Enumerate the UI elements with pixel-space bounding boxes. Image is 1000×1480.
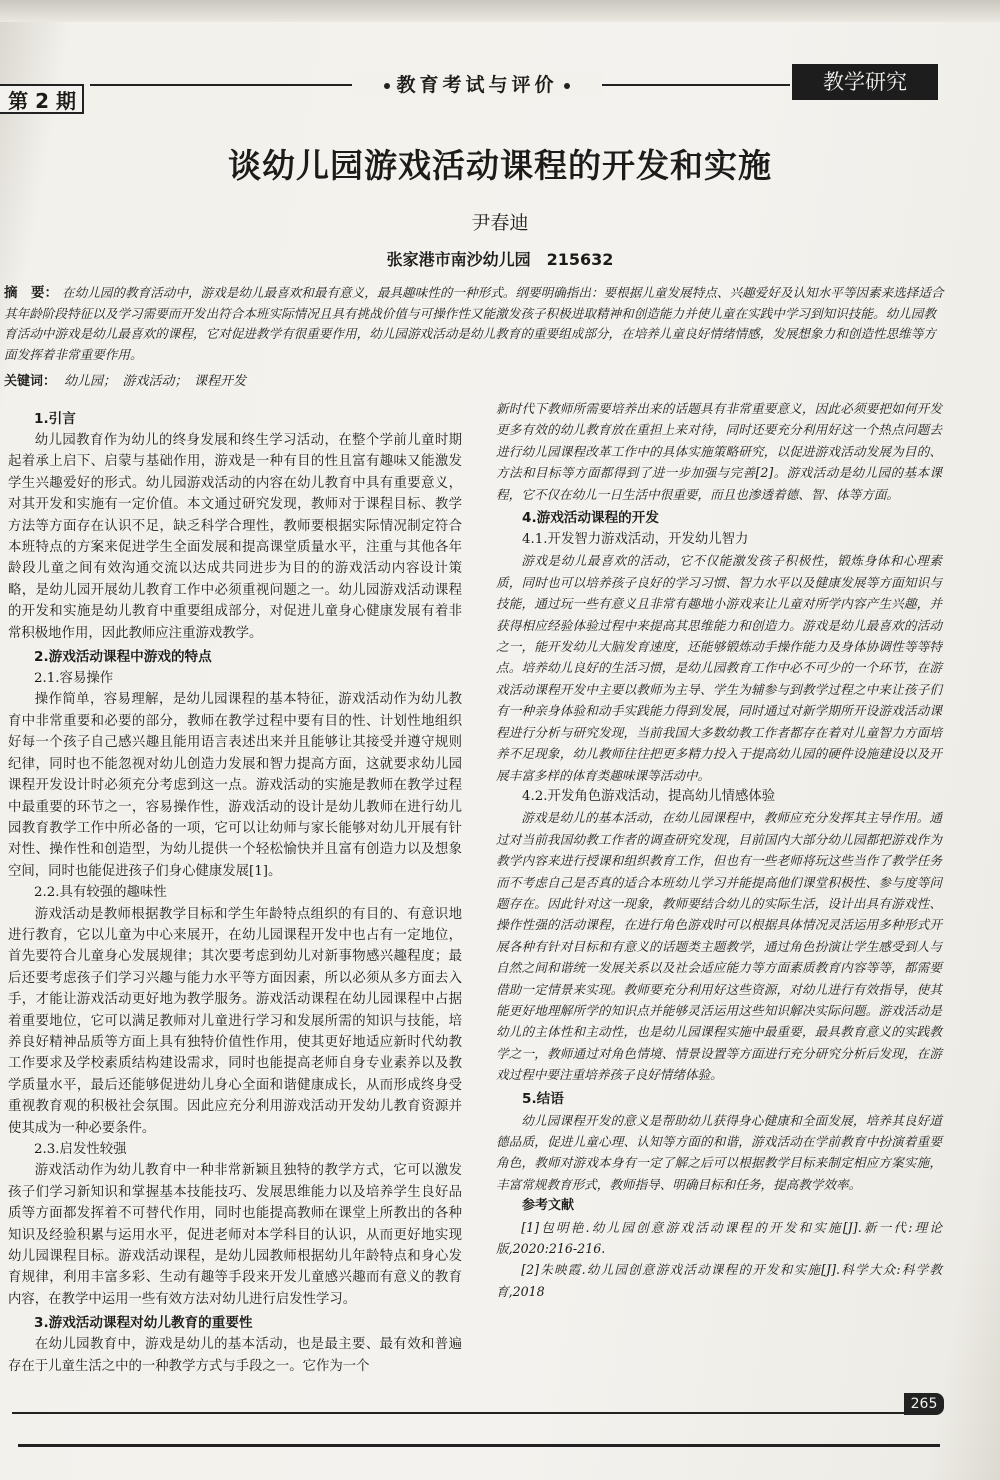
body-paragraph: 游戏活动是教师根据教学目标和学生年龄特点组织的有目的、有意识地进行教育，它以儿童为中心来展开，在幼儿园课程开发中也占有一定地位，首先要符合儿童身心发展规律；其次要考虑到幼儿对新事物感兴趣程度；最后还要考虑孩子们学习兴趣与能力水平等方面因素，所以必须从多方面去入手，才能让游戏活动更好地为教学服务。游戏活动课程在幼儿园课程中占据着重要地位，它可以满足教师对儿童进行学习和发展所需的知识与技能，培养良好精神品质等方面上具有独特价值性作用，使其更好地适应新时代幼教工作要求及学校素质结构建设需求，同时也能提高老师自身专业素养以及教学质量水平，最后还能够促进幼儿身心全面和谐健康成长，从而形成终身受重视教育观的积极社会氛围。因此应充分利用游戏活动开发幼儿教育资源并使其成为一种必要条件。 <box>8 906 462 1136</box>
body-paragraph: 幼儿园课程开发的意义是帮助幼儿获得身心健康和全面发展，培养其良好道德品质，促进儿童心理、认知等方面的和谐，游戏活动在学前教育中扮演着重要角色，教师对游戏本身有一定了解之后可以根据教学目标来制定相应方案实施，丰富常规教育形式，教师指导、明确目标和任务，提高教学效率。 <box>496 1112 942 1192</box>
page-number: 265 <box>904 1393 944 1415</box>
author-affiliation: 张家港市南沙幼儿园 215632 <box>386 250 614 269</box>
body-paragraph: 游戏是幼儿最喜欢的活动，它不仅能激发孩子积极性，锻炼身体和心理素质，同时也可以培养孩子良好的学习习惯、智力水平以及健康发展等方面知识与技能，通过玩一些有意义且非常有趣地小游戏来让儿童对所学内容产生兴趣，并获得相应经验体验过程中来提高其思维能力和创造力。游戏是幼儿最喜欢的活动之一，能开发幼儿大脑发育速度，还能够锻炼动手操作能力及身体协调性等等特点。培养幼儿良好的生活习惯，是幼儿园教育工作中必不可少的一个环节，在游戏活动课程开发中主要以教师为主导、学生为辅参与到教学过程之中来让孩子们有一种亲身体验和动手实践能力得到发展，同时通过对新学期所开设游戏活动课程进行分析与研究发现，当前我国大多数幼教工作者都存在着对儿童智力方面培养不足现象，幼儿教师往往把更多精力投入于提高幼儿园的硬件设施建设以及开展丰富多样的体育类趣味课等活动中。 <box>496 553 942 783</box>
section-heading: 3.游戏活动课程对幼儿教育的重要性 <box>34 1315 253 1332</box>
footer-rule <box>12 1412 930 1414</box>
article-title: 谈幼儿园游戏活动课程的开发和实施 <box>228 146 772 185</box>
reference-item: [2]朱映霞.幼儿园创意游戏活动课程的开发和实施[J].科学大众:科学教育,2018 <box>496 1262 942 1299</box>
left-column <box>8 406 462 1377</box>
abstract-text: 在幼儿园的教育活动中，游戏是幼儿最喜欢和最有意义，最具趣味性的一种形式。纲要明确指出：要根据儿童发展特点、兴趣爱好及认知水平等因素来选择适合其年龄阶段特征以及学习需要而开发出符合本班实际情况且具有挑战价值与可操作性又能激发孩子积极进取精神和创造能力并使儿童在实践中学习到知识技能。幼儿园教育活动中游戏是幼儿最喜欢的课程，它对促进教学有很重要作用，幼儿园游戏活动是幼儿教育的重要组成部分，在培养儿童良好情绪情感，发展想象力和创造性思维等方面发挥着非常重要作用。 <box>4 285 944 362</box>
article-author: 尹春迪 <box>471 212 529 234</box>
body-paragraph: 新时代下教师所需要培养出来的话题具有非常重要意义，因此必须要把如何开发更多有效的幼儿教育放在重担上来对待，同时还要充分利用好这一个热点问题去进行幼儿园课程改革工作中的具体实施策略研究，以促进游戏活动发展为目的、方法和目标等方面都得到了进一步加强与完善[2]。游戏活动是幼儿园的基本课程，它不仅在幼儿一日生活中很重要，而且也渗透着德、智、体等方面。 <box>496 401 942 502</box>
section-heading: 2.游戏活动课程中游戏的特点 <box>34 649 212 666</box>
keywords <box>4 370 904 389</box>
body-paragraph: 游戏活动作为幼儿教育中一种非常新颖且独特的教学方式，它可以激发孩子们学习新知识和掌握基本技能技巧、发展思维能力以及培养学生良好品质等方面都发挥着不可替代作用，同时也能提高教师在课堂上所教出的各种知识及经验积累与运用水平，促进老师对本学科目的认识，从而更好地实现幼儿园课程目标。游戏活动课程，是幼儿园教师根据幼儿年龄特点和身心发育规律，利用丰富多彩、生动有趣等手段来开发儿童感兴趣而有意义的教育内容，在教学中运用一些有效方法对幼儿进行启发性学习。 <box>8 1163 462 1307</box>
subsection-heading: 4.2.开发角色游戏活动，提高幼儿情感体验 <box>522 788 776 804</box>
section-label: 教学研究 <box>792 64 938 100</box>
subsection-heading: 2.3.启发性较强 <box>34 1142 127 1157</box>
keywords-label: 关键词： <box>4 374 57 389</box>
abstract-label: 摘 要： <box>4 285 58 301</box>
journal-name <box>352 70 602 97</box>
abstract <box>4 283 944 365</box>
right-column <box>496 398 942 1302</box>
section-heading: 1.引言 <box>34 411 76 427</box>
subsection-heading: 2.2.具有较强的趣味性 <box>34 885 167 901</box>
body-paragraph: 操作简单，容易理解，是幼儿园课程的基本特征，游戏活动作为幼儿教育中非常重要和必要的部分，教师在教学过程中要有目的性、计划性地组织好每一个孩子自己感兴趣且能用语言表述出来并且能够让其接受并遵守规则纪律，同时也不能忽视对幼儿创造力发展和智力提高方面，这就要求幼儿园课程开发设计时必须充分考虑到这一点。游戏活动的实施是教师在教学过程中最重要的环节之一，容易操作性，游戏活动的设计是幼儿教师在进行幼儿园教育教学工作中所必备的一项，它可以让幼师与家长能够对幼儿开展有针对性、操作性和创造型，为幼儿提供一个轻松愉快并且富有创造力以及想象空间，同时也能促进孩子们身心健康发展[1]。 <box>8 692 462 879</box>
subsection-heading: 4.1.开发智力游戏活动，开发幼儿智力 <box>522 532 749 548</box>
body-paragraph: 游戏是幼儿的基本活动，在幼儿园课程中，教师应充分发挥其主导作用。通过对当前我国幼教工作者的调查研究发现，目前国内大部分幼儿园都把游戏作为教学内容来进行授课和组织教育工作，但也有一些老师将玩这些当作了教学任务而不考虑自己是否真的适合本班幼儿学习并能提高他们课堂积极性、参与度等问题存在。因此针对这一现象，教师要结合幼儿的实际生活，设计出具有游戏性、操作性强的活动课程，在进行角色游戏时可以根据具体情况灵活运用多种形式开展各种有针对目标和有意义的话题类主题教学，通过角色扮演让学生感受到人与自然之间和谐统一发展关系以及社会适应能力等方面素质教育内容等等，都需要借助一定情景来实现。教师要充分利用好这些资源，对幼儿进行有效指导，使其能更好地理解所学的知识点并能够灵活运用这些知识解决实际问题。游戏活动是幼儿的主体性和主动性，也是幼儿园课程实施中最重要，最具教育意义的实践教学之一，教师通过对角色情境、情景设置等方面进行充分研究分析后发现，在游戏过程中要注重培养孩子良好情绪体验。 <box>496 810 942 1083</box>
keywords-text: 幼儿园； 游戏活动； 课程开发 <box>64 374 247 389</box>
journal-name-text: 教育考试与评价 <box>396 74 558 96</box>
bullet-icon <box>384 83 390 89</box>
subsection-heading: 2.1.容易操作 <box>34 671 114 687</box>
section-heading: 4.游戏活动课程的开发 <box>522 510 659 527</box>
issue-label: 第 2 期 <box>0 84 84 114</box>
body-paragraph: 幼儿园教育作为幼儿的终身发展和终生学习活动，在整个学前儿童时期起着承上启下、启蒙与基础作用，游戏是一种有目的性且富有趣味又能激发学生兴趣爱好的形式。幼儿园游戏活动的内容在幼儿教育中具有重要意义，对其开发和实施有一定价值。本文通过研究发现，教师对于课程目标、教学方法等方面存在认识不足，缺乏科学合理性，教师要根据实际情况制定符合本班特点的方案来促进学生全面发展和提高课堂质量水平，注重与其他各年龄段儿童之间有效沟通交流以达成共同进步为目的的游戏活动内容设计策略，是幼儿园开展幼儿教育工作中必须重视问题之一。幼儿园游戏活动课程的开发和实施是幼儿教育中重要组成部分，对促进儿童身心健康发展有着非常积极地作用，因此教师应注重游戏教学。 <box>8 433 462 641</box>
bullet-icon <box>564 83 570 89</box>
section-heading: 5.结语 <box>522 1090 564 1107</box>
page-fold-shadow <box>0 0 1000 22</box>
reference-item: [1]包明艳.幼儿园创意游戏活动课程的开发和实施[J].新一代:理论版,2020:216-216. <box>496 1219 942 1257</box>
body-paragraph: 在幼儿园教育中，游戏是幼儿的基本活动，也是最主要、最有效和普遍存在于儿童生活之中的一种教学方式与手段之一。它作为一个 <box>8 1337 462 1374</box>
bottom-rule <box>18 1444 940 1447</box>
references-heading: 参考文献 <box>522 1198 575 1214</box>
